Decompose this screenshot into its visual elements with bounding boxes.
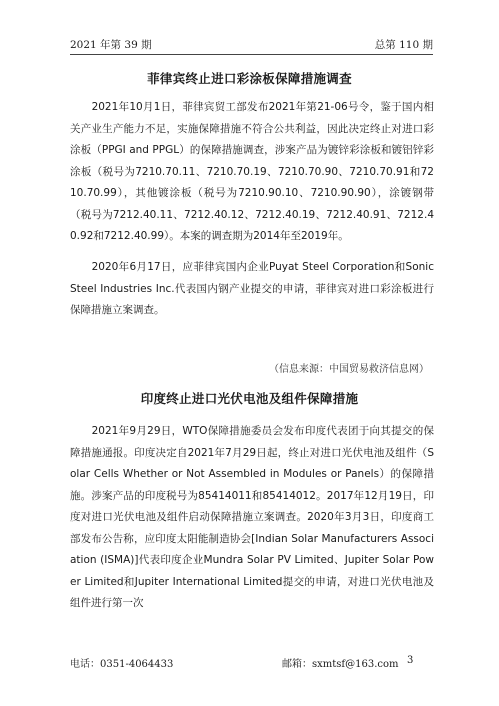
article-1-title: 菲律宾终止进口彩涂板保障措施调查 — [147, 71, 352, 86]
article-2-title: 印度终止进口光伏电池及组件保障措施 — [140, 391, 359, 406]
article-1-paragraph-2: 2020年6月17日，应菲律宾国内企业Puyat Steel Corporation和Sonic Steel Industries Inc.代表国内钢产业提交的申请，菲律宾对进口彩涂板进行保障措施立案调查。 — [70, 261, 434, 316]
page-header — [70, 37, 433, 51]
article-2-paragraph-1: 2021年9月29日，WTO保障措施委员会发布印度代表团于向其提交的保障措施通报。印度决定自2021年7月29日起，终止对进口光伏电池及组件（Solar Cells Whether or Not Assembled in Modules or Panels）的保障措施。涉案产品的印度税号为85414011和85414012。2017年12月19日，印度对进口光伏电池及组件启动保障措施立案调查。2020年3月3日，印度商工部发布公告称，应印度太阳能制造协会[Indian Solar Manufacturers Association (ISMA)]代表印度企业Mundra Solar PV Limited、Jupiter Solar Power Limited和Jupiter International Limited提交的申请，对进口光伏电池及组件进行第一次 — [70, 425, 434, 609]
header-divider — [70, 54, 433, 55]
page-number: 3 — [407, 655, 414, 666]
article-1-paragraph-1: 2021年10月1日，菲律宾贸工部发布2021年第21-06号令，鉴于国内相关产业生产能力不足，实施保障措施不符合公共利益，因此决定终止对进口彩涂板（PPGI and PPGL）的保障措施调查，涉案产品为镀锌彩涂板和镀铝锌彩涂板（税号为7210.70.11、7210.70.19、7210.70.90、7210.70.91和7210.70.99），其他镀涂板（税号为7210.90.10、7210.90.90），涂镀钢带（税号为7212.40.11、7212.40.12、7212.40.19、7212.40.91、7212.40.92和7212.40.99）。本案的调查期为2014年至2019年。 — [70, 101, 434, 242]
footer-phone: 电话：0351-4064433 — [70, 659, 174, 670]
issue-number: 2021 年第 39 期 — [70, 39, 152, 51]
footer-email: 邮箱：sxmtsf@163.com — [282, 659, 399, 670]
total-issue-number: 总第 110 期 — [374, 39, 433, 51]
article-1-source: （信息来源：中国贸易救济信息网） — [269, 364, 429, 375]
